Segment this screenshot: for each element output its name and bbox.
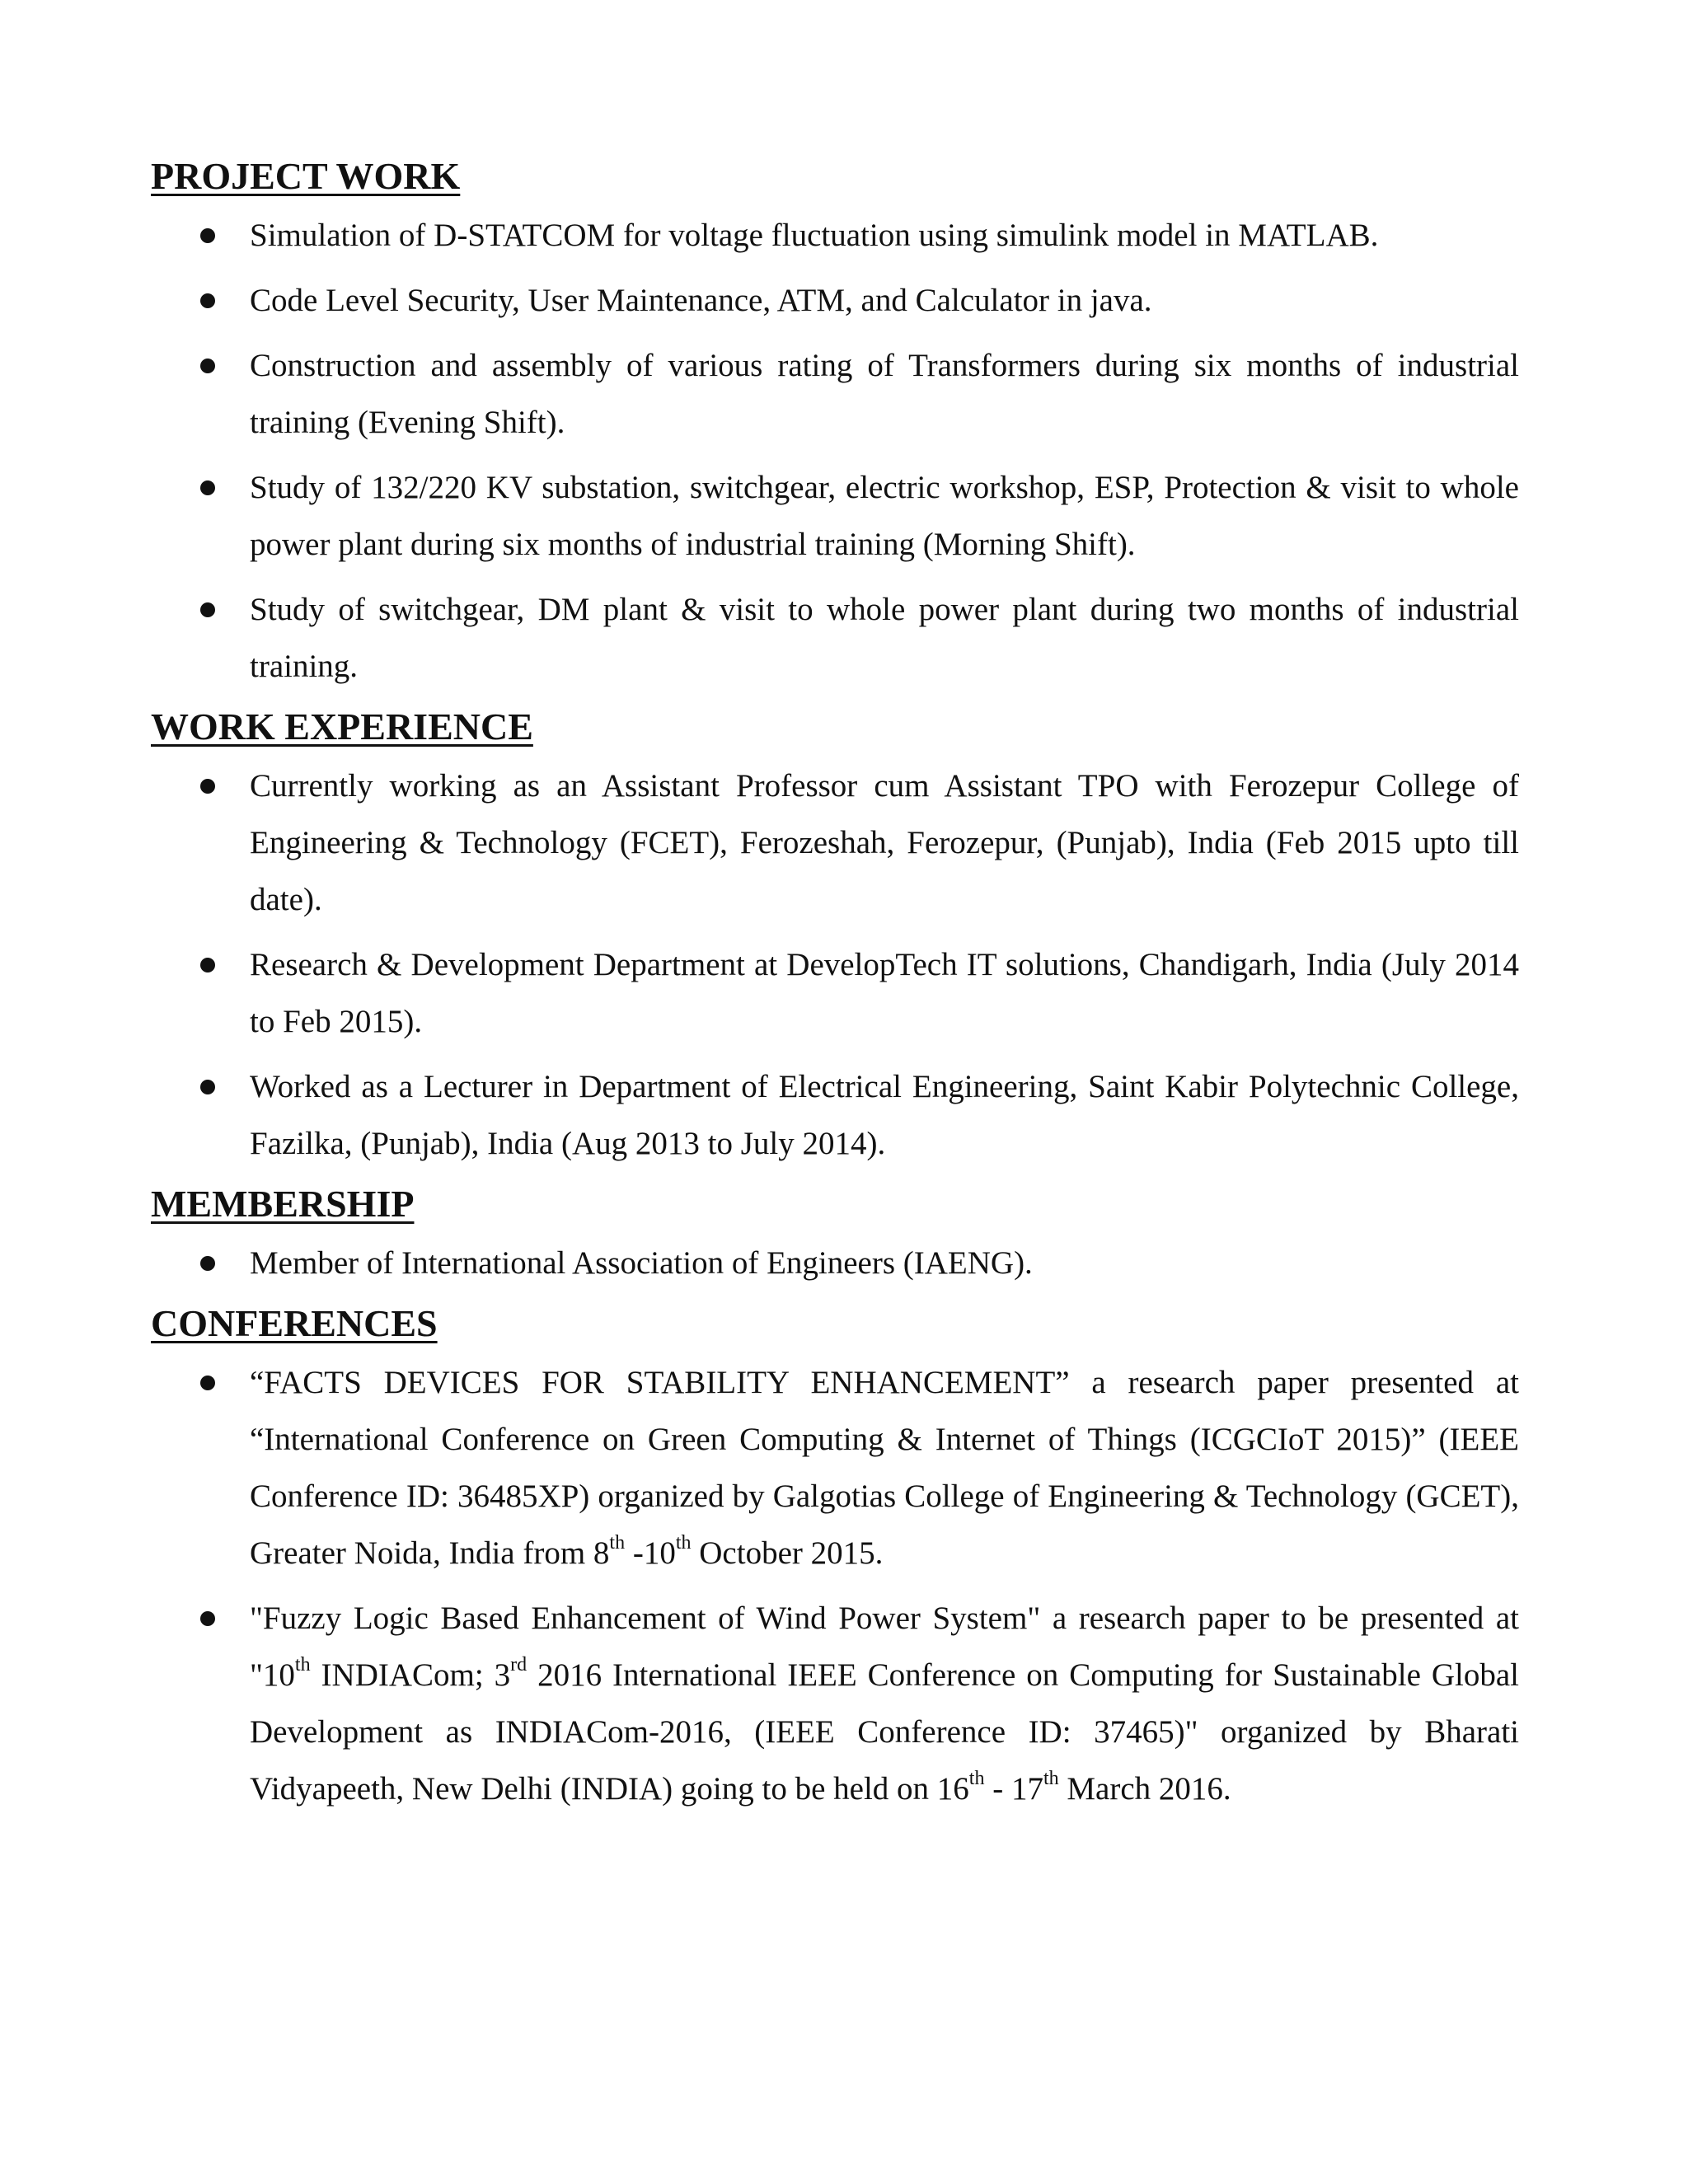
list-item: "Fuzzy Logic Based Enhancement of Wind Power System" a research paper to be presented at "10th INDIACom; 3rd 2016 International IEEE Conference on Computing for Sustainable Global Development as INDIACom-2016, (IEEE Conference ID: 37465)" organized by Bharati Vidyapeeth, New Delhi (INDIA) going to be held on 16th - 17th March 2016. [151,1590,1519,1817]
membership-heading: MEMBERSHIP [151,1183,415,1225]
bullet-icon [200,602,215,617]
conferences-heading: CONFERENCES [151,1302,438,1344]
bullet-icon [200,293,215,308]
work-experience-heading: WORK EXPERIENCE [151,705,533,748]
list-item: Research & Development Department at DevelopTech IT solutions, Chandigarh, India (July 2014 to Feb 2015). [151,936,1519,1050]
membership-list [151,1235,1519,1291]
bullet-icon [200,1080,215,1094]
bullet-icon [200,480,215,495]
list-item: Study of 132/220 KV substation, switchgear, electric workshop, ESP, Protection & visit to whole power plant during six months of industrial training (Morning Shift). [151,459,1519,573]
list-item: Construction and assembly of various rating of Transformers during six months of industrial training (Evening Shift). [151,337,1519,451]
bullet-icon [200,1376,215,1390]
bullet-icon [200,228,215,243]
list-item: Worked as a Lecturer in Department of Electrical Engineering, Saint Kabir Polytechnic College, Fazilka, (Punjab), India (Aug 2013 to July 2014). [151,1058,1519,1172]
list-item: Study of switchgear, DM plant & visit to whole power plant during two months of industrial training. [151,581,1519,695]
bullet-icon [200,958,215,972]
conferences-list [151,1354,1519,1817]
bullet-icon [200,359,215,373]
bullet-icon [200,1256,215,1271]
work-experience-list [151,757,1519,1172]
resume-page [151,152,1519,1825]
bullet-icon [200,779,215,794]
list-item: Simulation of D-STATCOM for voltage fluctuation using simulink model in MATLAB. [151,207,1519,264]
bullet-icon [200,1611,215,1626]
list-item: “FACTS DEVICES FOR STABILITY ENHANCEMENT” a research paper presented at “International Conference on Green Computing & Internet of Things (ICGCIoT 2015)” (IEEE Conference ID: 36485XP) organized by Galgotias College of Engineering & Technology (GCET), Greater Noida, India from 8th -10th October 2015. [151,1354,1519,1582]
project-work-heading: PROJECT WORK [151,155,461,197]
project-work-list [151,207,1519,695]
list-item: Member of International Association of Engineers (IAENG). [151,1235,1519,1291]
list-item: Code Level Security, User Maintenance, ATM, and Calculator in java. [151,272,1519,329]
list-item: Currently working as an Assistant Professor cum Assistant TPO with Ferozepur College of Engineering & Technology (FCET), Ferozeshah, Ferozepur, (Punjab), India (Feb 2015 upto till date). [151,757,1519,928]
